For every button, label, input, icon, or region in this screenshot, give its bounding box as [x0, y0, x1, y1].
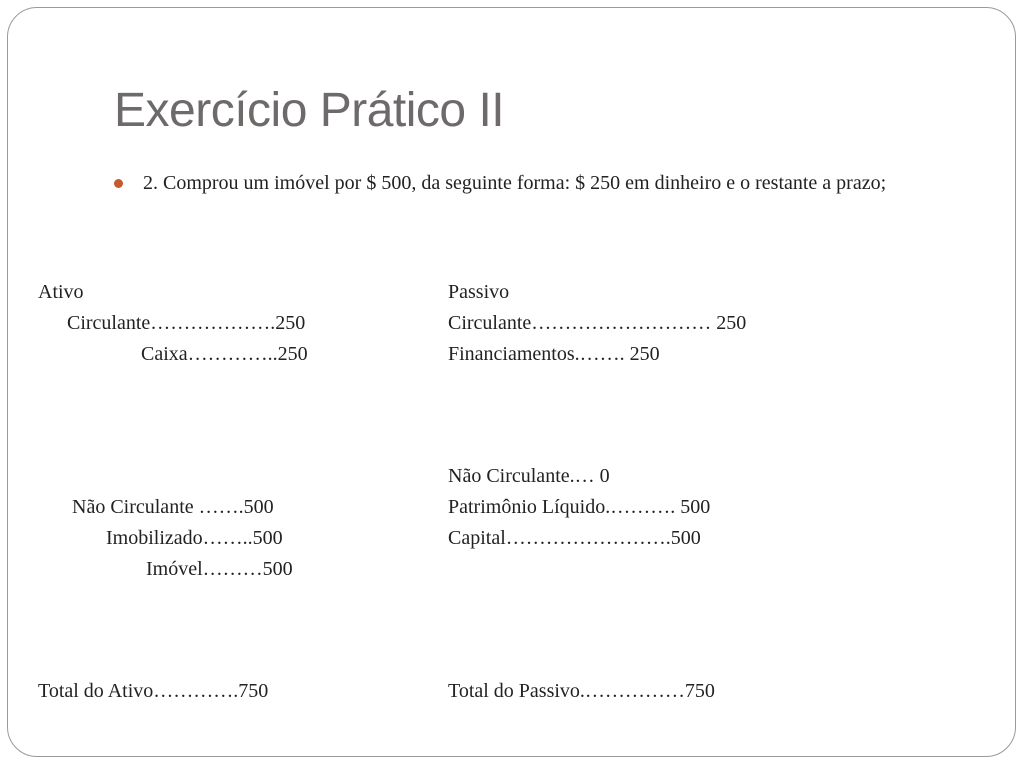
bullet-item — [114, 168, 964, 199]
bullet-dot-icon — [114, 179, 123, 188]
ativo-imobilizado: Imobilizado……..500 — [106, 527, 283, 549]
passivo-heading: Passivo — [448, 281, 510, 303]
passivo-total: Total do Passivo.……………750 — [448, 680, 715, 702]
ativo-nao-circulante: Não Circulante …….500 — [72, 496, 274, 518]
ativo-total: Total do Ativo………….750 — [38, 680, 269, 702]
passivo-nao-circulante: Não Circulante.… 0 — [448, 465, 610, 487]
bullet-text: 2. Comprou um imóvel por $ 500, da seguinte forma: $ 250 em dinheiro e o restante a prazo; — [143, 172, 887, 194]
passivo-circulante: Circulante……………………… 250 — [448, 312, 747, 334]
patrimonio-liquido: Patrimônio Líquido.………. 500 — [448, 496, 711, 518]
slide-title: Exercício Prático II — [114, 84, 505, 137]
ativo-caixa: Caixa…………..250 — [141, 343, 308, 365]
ativo-circulante: Circulante……………….250 — [67, 312, 306, 334]
ativo-imovel: Imóvel………500 — [146, 558, 293, 580]
passivo-financiamentos: Financiamentos.……. 250 — [448, 343, 660, 365]
ativo-heading: Ativo — [38, 281, 84, 303]
passivo-capital: Capital…………………….500 — [448, 527, 701, 549]
